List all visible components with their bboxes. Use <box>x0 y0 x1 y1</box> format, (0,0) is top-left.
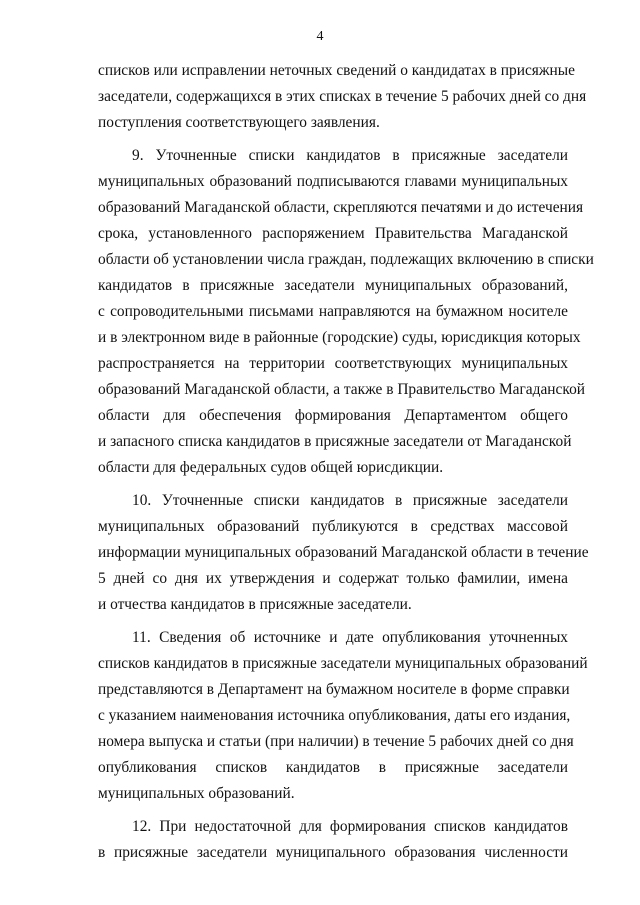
text-line: области для обеспечения формирования Департаментом общего <box>98 407 568 424</box>
text-line: списков кандидатов в присяжные заседатели муниципальных образований <box>98 655 588 672</box>
paragraph-item-9 <box>98 143 594 481</box>
paragraph-item-12 <box>98 814 568 866</box>
paragraph-continuation <box>98 58 587 136</box>
text-line: в присяжные заседатели муниципального образования численности <box>98 844 568 861</box>
text-line: срока, установленного распоряжением Правительства Магаданской <box>98 225 568 242</box>
text-line: представляются в Департамент на бумажном носителе в форме справки <box>98 681 570 698</box>
text-line: муниципальных образований. <box>98 785 295 802</box>
page-number: 4 <box>316 29 324 44</box>
text-line: 10. Уточненные списки кандидатов в присяжные заседатели <box>132 492 568 509</box>
text-line: 11. Сведения об источнике и дате опубликования уточненных <box>132 629 568 646</box>
paragraph-item-11 <box>98 625 588 807</box>
body-text <box>98 58 594 866</box>
text-line: кандидатов в присяжные заседатели муниципальных образований, <box>98 277 568 294</box>
text-line: заседатели, содержащихся в этих списках в течение 5 рабочих дней со дня <box>98 88 587 105</box>
text-line: информации муниципальных образований Магаданской области в течение <box>98 544 589 561</box>
text-line: распространяется на территории соответствующих муниципальных <box>98 355 568 372</box>
text-line: поступления соответствующего заявления. <box>98 114 380 131</box>
paragraph-item-10 <box>98 488 589 618</box>
text-line: списков или исправлении неточных сведений о кандидатах в присяжные <box>98 62 575 79</box>
text-line: области для федеральных судов общей юрисдикции. <box>98 459 444 476</box>
text-line: 12. При недостаточной для формирования списков кандидатов <box>132 818 568 835</box>
text-line: образований Магаданской области, скрепляются печатями и до истечения <box>98 199 584 216</box>
text-line: 5 дней со дня их утверждения и содержат только фамилии, имена <box>98 570 568 587</box>
text-line: номера выпуска и статьи (при наличии) в течение 5 рабочих дней со дня <box>98 733 574 750</box>
text-line: муниципальных образований публикуются в средствах массовой <box>98 518 568 535</box>
text-line: 9. Уточненные списки кандидатов в присяжные заседатели <box>132 147 568 164</box>
text-line: с указанием наименования источника опубликования, даты его издания, <box>98 707 571 724</box>
text-line: опубликования списков кандидатов в присяжные заседатели <box>98 759 568 776</box>
text-line: и запасного списка кандидатов в присяжные заседатели от Магаданской <box>98 433 572 450</box>
text-line: муниципальных образований подписываются главами муниципальных <box>98 173 568 190</box>
text-line: области об установлении числа граждан, подлежащих включению в списки <box>98 251 594 268</box>
text-line: и в электронном виде в районные (городские) суды, юрисдикция которых <box>98 329 581 346</box>
text-line: с сопроводительными письмами направляются на бумажном носителе <box>98 303 568 320</box>
text-line: и отчества кандидатов в присяжные заседатели. <box>98 596 412 613</box>
text-line: образований Магаданской области, а также в Правительство Магаданской <box>98 381 585 398</box>
